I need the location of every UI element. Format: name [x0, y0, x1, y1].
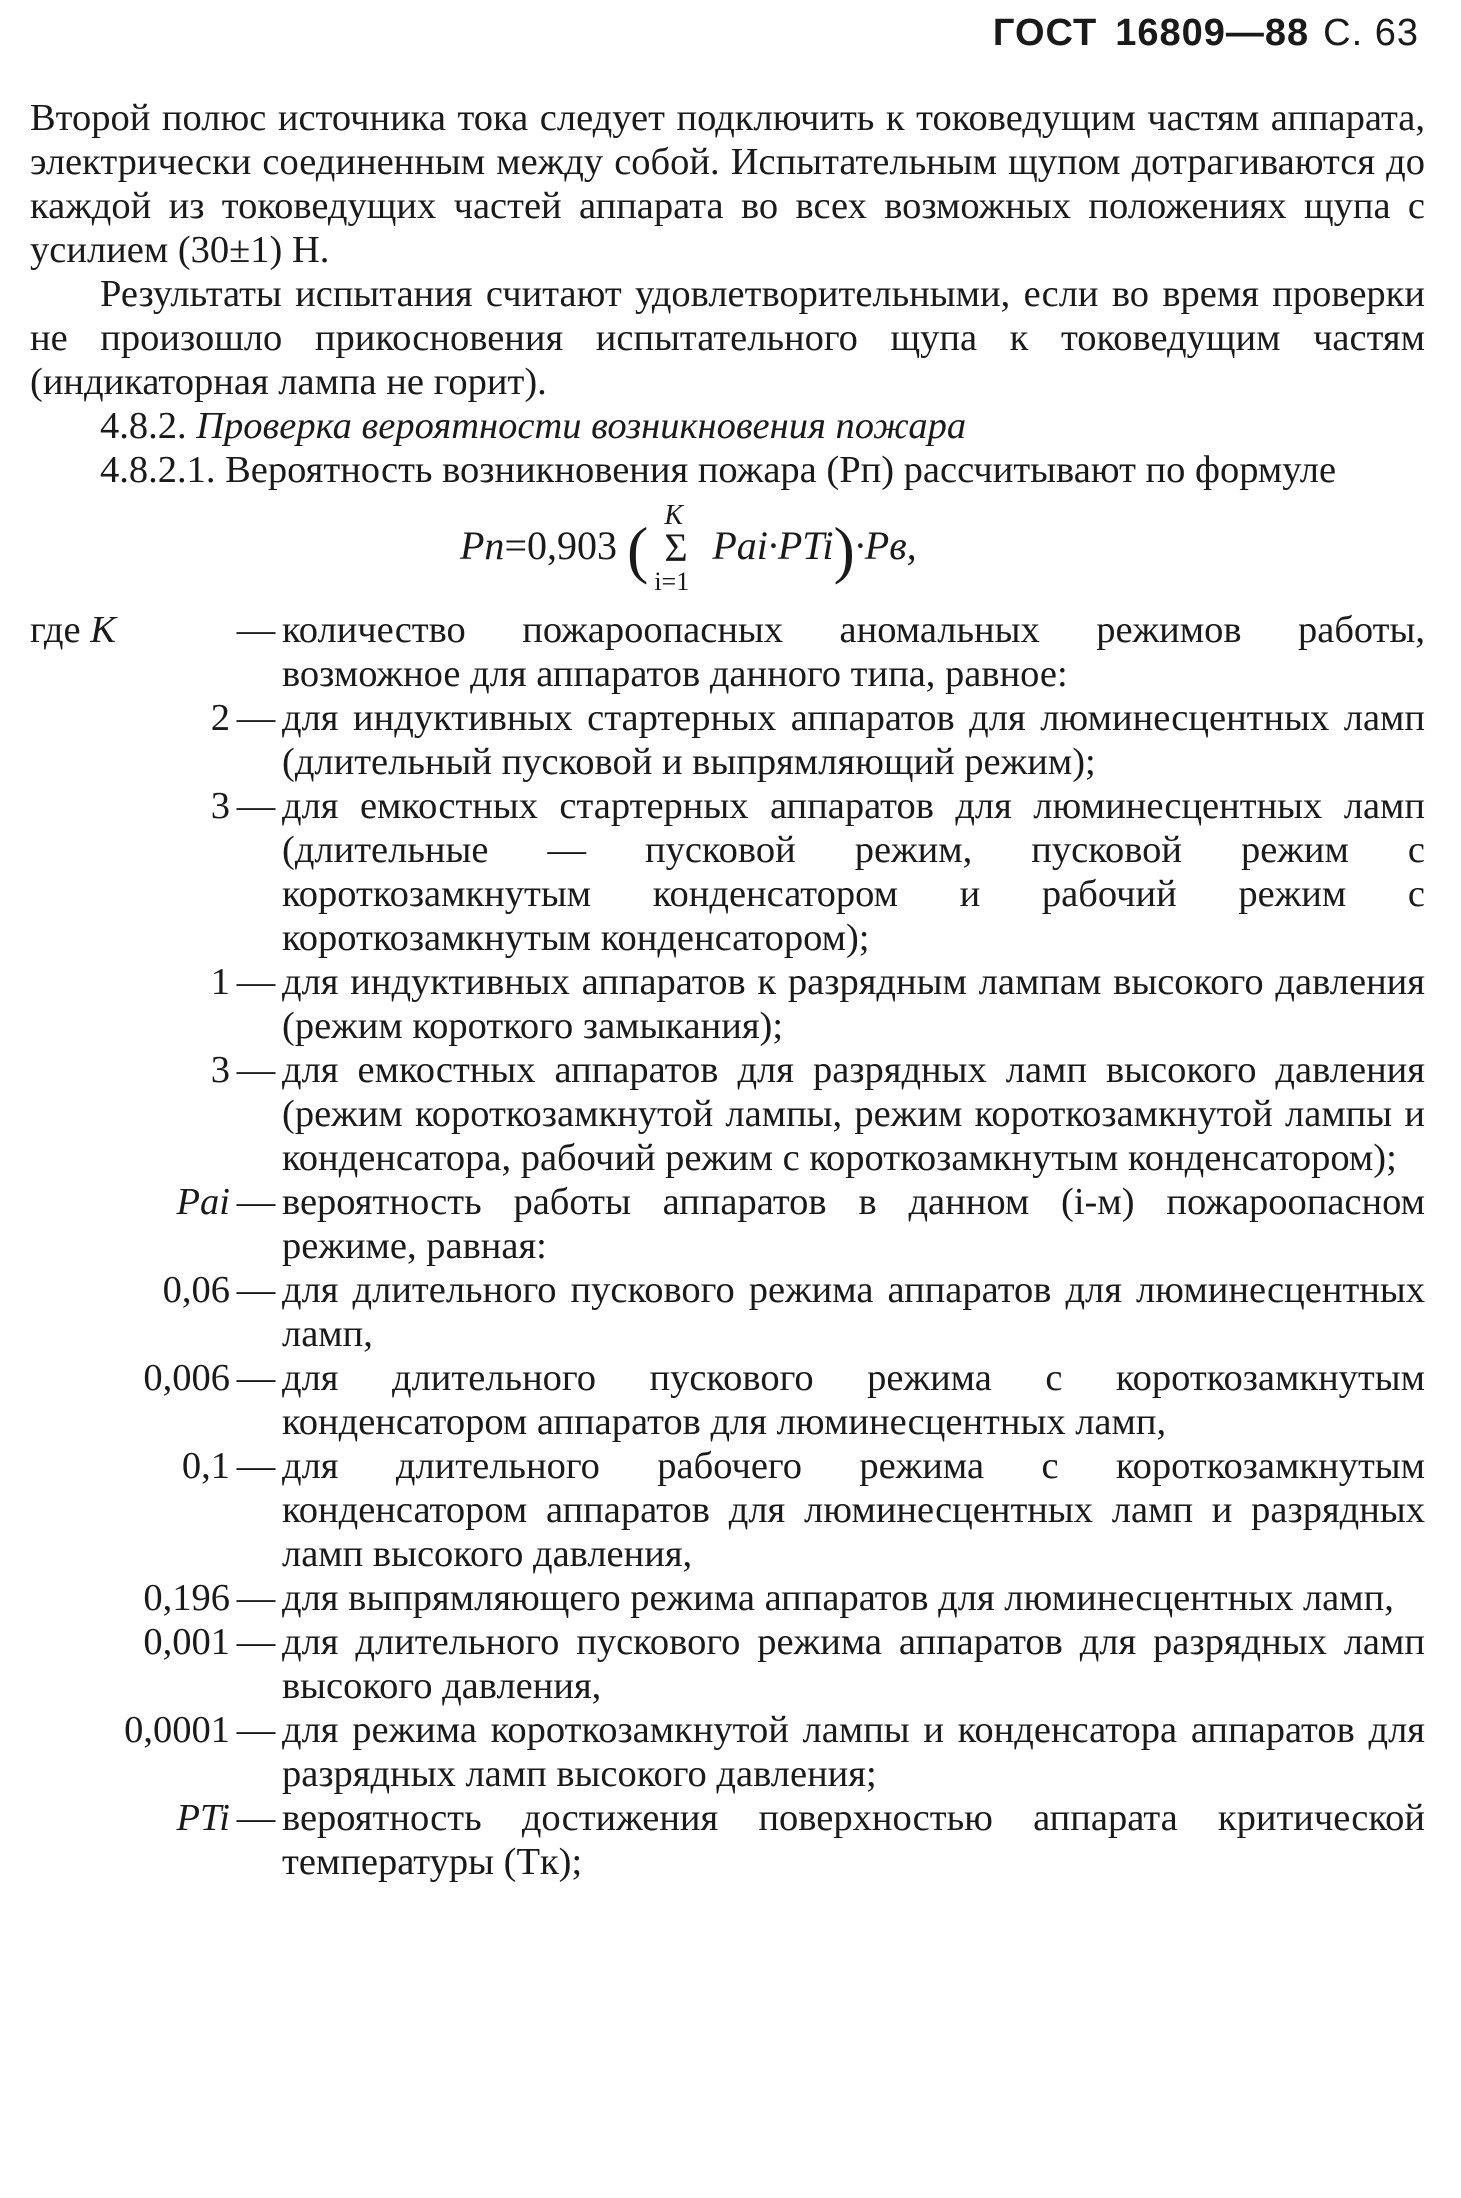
dash: — — [236, 1709, 276, 1751]
sum-lower-limit: i=1 — [654, 567, 690, 596]
value-text: для емкостных аппаратов для разрядных ламп высокого давления (режим короткозамкнутой лампы, режим короткозамкнутой лампы и конденсатора, рабочий режим с короткозамкнутым конденсатором); — [282, 1049, 1425, 1179]
dash: — — [236, 1445, 276, 1487]
paragraph-1: Второй полюс источника тока следует подключить к токоведущим частям аппарата, электрически соединенным между собой. Испытательным щупом дотрагиваются до каждой из токоведущих частей аппарата во всех возможных положениях щупа с усилием (30±1) Н. — [30, 97, 1425, 271]
section-heading — [30, 404, 1425, 448]
definitions-list — [30, 608, 1425, 1884]
section-number: 4.8.2. — [100, 405, 187, 447]
sum-symbol: Σ — [664, 525, 688, 570]
pa-value-item — [30, 1576, 1425, 1620]
value-label: 0,06 — [162, 1269, 230, 1311]
pa-value-item — [30, 1708, 1425, 1796]
dash: — — [236, 1797, 276, 1839]
k-value-item — [30, 784, 1425, 960]
dash: — — [236, 1181, 276, 1223]
dash: — — [236, 1621, 276, 1663]
definition-pa — [30, 1180, 1425, 1268]
formula-close-paren: ) — [833, 514, 855, 585]
definition-pt — [30, 1796, 1425, 1884]
section-title: Проверка вероятности возникновения пожара — [196, 405, 967, 447]
k-value-item — [30, 696, 1425, 784]
page-header — [975, 12, 1419, 55]
pa-value-item — [30, 1444, 1425, 1576]
value-text: для длительного рабочего режима с короткозамкнутым конденсатором аппаратов для люминесцентных ламп и разрядных ламп высокого давления, — [282, 1445, 1425, 1575]
fire-probability-formula — [30, 502, 1425, 598]
definition-k — [30, 608, 1425, 696]
value-label: 0,196 — [143, 1577, 230, 1619]
pa-value-item — [30, 1620, 1425, 1708]
definition-symbol — [30, 608, 230, 652]
value-label: 2 — [210, 697, 230, 739]
formula-tail: ·Pв, — [854, 523, 917, 569]
page-number: С. 63 — [1323, 12, 1419, 54]
value-text: для выпрямляющего режима аппаратов для люминесцентных ламп, — [282, 1577, 1394, 1619]
subsection-text: 4.8.2.1. Вероятность возникновения пожара (Pп) рассчитывают по формуле — [100, 449, 1337, 491]
k-value-item — [30, 1048, 1425, 1180]
dash: — — [236, 1049, 276, 1091]
formula-lhs: Pп — [460, 523, 505, 569]
formula-sum — [648, 502, 712, 598]
k-symbol: K — [90, 609, 116, 651]
value-text: для режима короткозамкнутой лампы и конденсатора аппаратов для разрядных ламп высокого давления; — [282, 1709, 1425, 1795]
standard-number: 16809—88 — [1115, 12, 1310, 54]
dash: — — [236, 1269, 276, 1311]
value-label: 1 — [210, 961, 230, 1003]
formula-open-paren: ( — [627, 514, 649, 585]
sum-upper-limit: K — [664, 500, 683, 531]
pa-value-item — [30, 1356, 1425, 1444]
standard-label: ГОСТ — [992, 12, 1098, 54]
document-body — [30, 96, 1425, 1884]
value-text: для длительного пускового режима аппаратов для разрядных ламп высокого давления, — [282, 1621, 1425, 1707]
value-label: 0,0001 — [124, 1709, 230, 1751]
pa-value-item — [30, 1268, 1425, 1356]
definition-text: вероятность достижения поверхностью аппарата критической температуры (Tк); — [282, 1797, 1425, 1883]
pa-symbol: Pai — [176, 1181, 230, 1223]
dash: — — [236, 697, 276, 739]
k-value-item — [30, 960, 1425, 1048]
pt-symbol: PTi — [176, 1797, 230, 1839]
value-text: для емкостных стартерных аппаратов для люминесцентных ламп (длительные — пусковой режим, пусковой режим с короткозамкнутым конденсатором и рабочий режим с короткозамкнутым конденсатором); — [282, 785, 1425, 959]
value-text: для индуктивных аппаратов к разрядным лампам высокого давления (режим короткого замыкания); — [282, 961, 1425, 1047]
formula-term: Pai·PTi — [712, 523, 834, 569]
dash: — — [236, 609, 276, 651]
definition-text: вероятность работы аппаратов в данном (i-м) пожароопасном режиме, равная: — [282, 1181, 1425, 1267]
dash: — — [236, 961, 276, 1003]
value-label: 3 — [210, 1049, 230, 1091]
value-label: 0,1 — [181, 1445, 230, 1487]
where-word: где — [30, 609, 81, 651]
value-label: 3 — [210, 785, 230, 827]
dash: — — [236, 1577, 276, 1619]
value-label: 0,006 — [143, 1357, 230, 1399]
value-text: для длительного пускового режима аппаратов для люминесцентных ламп, — [282, 1269, 1425, 1355]
dash: — — [236, 1357, 276, 1399]
dash: — — [236, 785, 276, 827]
paragraph-2: Результаты испытания считают удовлетворительными, если во время проверки не произошло прикосновения испытательного щупа к токоведущим частям (индикаторная лампа не горит). — [30, 273, 1425, 403]
definition-text: количество пожароопасных аномальных режимов работы, возможное для аппаратов данного типа, равное: — [282, 609, 1425, 695]
formula-coefficient: =0,903 — [504, 523, 617, 569]
value-text: для длительного пускового режима с короткозамкнутым конденсатором аппаратов для люминесцентных ламп, — [282, 1357, 1425, 1443]
value-text: для индуктивных стартерных аппаратов для люминесцентных ламп (длительный пусковой и выпрямляющий режим); — [282, 697, 1425, 783]
value-label: 0,001 — [143, 1621, 230, 1663]
